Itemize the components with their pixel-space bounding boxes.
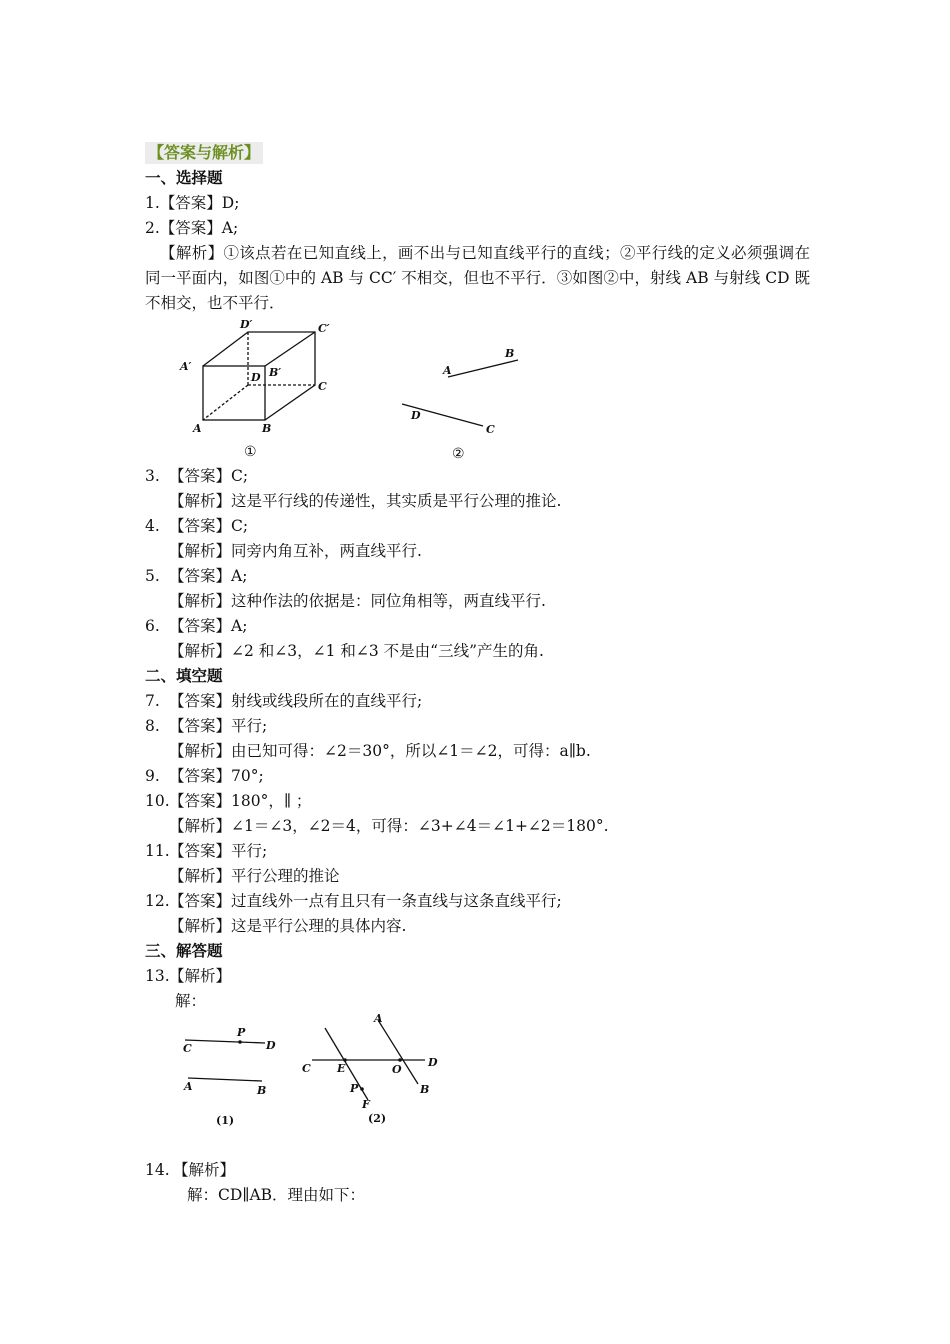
svg-text:O: O [392, 1063, 402, 1076]
answer-item-14: 14. 【解析】 [145, 1161, 236, 1179]
analysis-3: 【解析】这是平行线的传递性，其实质是平行公理的推论. [169, 492, 562, 510]
geometry-figure-2 [0, 1014, 950, 1158]
section-heading-fill: 二、填空题 [145, 667, 223, 685]
section-title: 【答案与解析】 [145, 142, 263, 164]
answer-item-13: 13.【解析】 [145, 967, 232, 985]
solution-13: 解： [175, 992, 207, 1010]
svg-text:B: B [505, 347, 515, 360]
svg-text:②: ② [452, 446, 465, 462]
svg-text:A: A [443, 364, 452, 377]
answer-item-1: 1.【答案】D; [145, 194, 240, 212]
svg-text:P: P [350, 1082, 359, 1095]
svg-text:A: A [193, 422, 202, 435]
figure-cube-and-rays [145, 316, 810, 464]
analysis-4: 【解析】同旁内角互补，两直线平行. [169, 542, 422, 560]
svg-text:B: B [257, 1084, 267, 1097]
section-heading-solve: 三、解答题 [145, 942, 223, 960]
analysis-10: 【解析】∠1＝∠3，∠2＝4，可得：∠3+∠4＝∠1+∠2＝180°. [169, 817, 609, 835]
svg-text:B: B [420, 1083, 430, 1096]
answer-item-4: 4. 【答案】C; [145, 517, 249, 535]
svg-text:D: D [266, 1039, 276, 1052]
svg-text:D: D [411, 409, 421, 422]
svg-text:B: B [262, 422, 272, 435]
analysis-5: 【解析】这种作法的依据是：同位角相等，两直线平行. [169, 592, 546, 610]
answer-item-9: 9. 【答案】70°; [145, 767, 264, 785]
answer-item-11: 11.【答案】平行; [145, 842, 268, 860]
answer-item-6: 6. 【答案】A; [145, 617, 248, 635]
svg-text:D′: D′ [240, 318, 253, 331]
svg-text:A: A [184, 1080, 193, 1093]
svg-text:F: F [362, 1098, 370, 1111]
answer-item-10: 10.【答案】180°，∥ ； [145, 792, 312, 810]
answer-item-12: 12.【答案】过直线外一点有且只有一条直线与这条直线平行; [145, 892, 562, 910]
svg-text:A′: A′ [180, 360, 192, 373]
svg-text:C: C [183, 1042, 192, 1055]
svg-text:C: C [302, 1062, 311, 1075]
solution-14: 解：CD∥AB．理由如下： [187, 1186, 366, 1204]
answer-item-2: 2.【答案】A; [145, 219, 239, 237]
svg-text:B′: B′ [269, 366, 282, 379]
svg-text:C: C [318, 380, 327, 393]
svg-text:A: A [374, 1014, 383, 1025]
analysis-6: 【解析】∠2 和∠3，∠1 和∠3 不是由“三线”产生的角. [169, 642, 544, 660]
analysis-8: 【解析】由已知可得：∠2＝30°，所以∠1＝∠2，可得：a∥b. [169, 742, 591, 760]
svg-text:C′: C′ [318, 322, 330, 335]
svg-text:P: P [237, 1026, 246, 1039]
analysis-12: 【解析】这是平行公理的具体内容. [169, 917, 407, 935]
answer-item-3: 3. 【答案】C; [145, 467, 249, 485]
answer-document [145, 141, 810, 1208]
svg-text:D: D [251, 371, 261, 384]
svg-text:E: E [337, 1062, 346, 1075]
section-heading-choice: 一、选择题 [145, 169, 223, 187]
svg-text:C: C [486, 423, 495, 436]
analysis-11: 【解析】平行公理的推论 [169, 867, 340, 885]
answer-item-7: 7. 【答案】射线或线段所在的直线平行; [145, 692, 423, 710]
figure-parallel-lines [145, 1014, 810, 1158]
svg-text:D: D [428, 1056, 438, 1069]
svg-text:(1): (1) [216, 1114, 235, 1127]
svg-text:(2): (2) [368, 1112, 387, 1125]
svg-text:①: ① [244, 444, 257, 460]
answer-item-5: 5. 【答案】A; [145, 567, 248, 585]
geometry-figure-1 [0, 316, 950, 464]
analysis-2: 【解析】①该点若在已知直线上，画不出与已知直线平行的直线；②平行线的定义必须强调在同一平面内，如图①中的 AB 与 CC′ 不相交，但也不平行．③如图②中，射线 AB 与射线 CD 既不相交，也不平行． [145, 244, 810, 312]
answer-item-8: 8. 【答案】平行; [145, 717, 268, 735]
